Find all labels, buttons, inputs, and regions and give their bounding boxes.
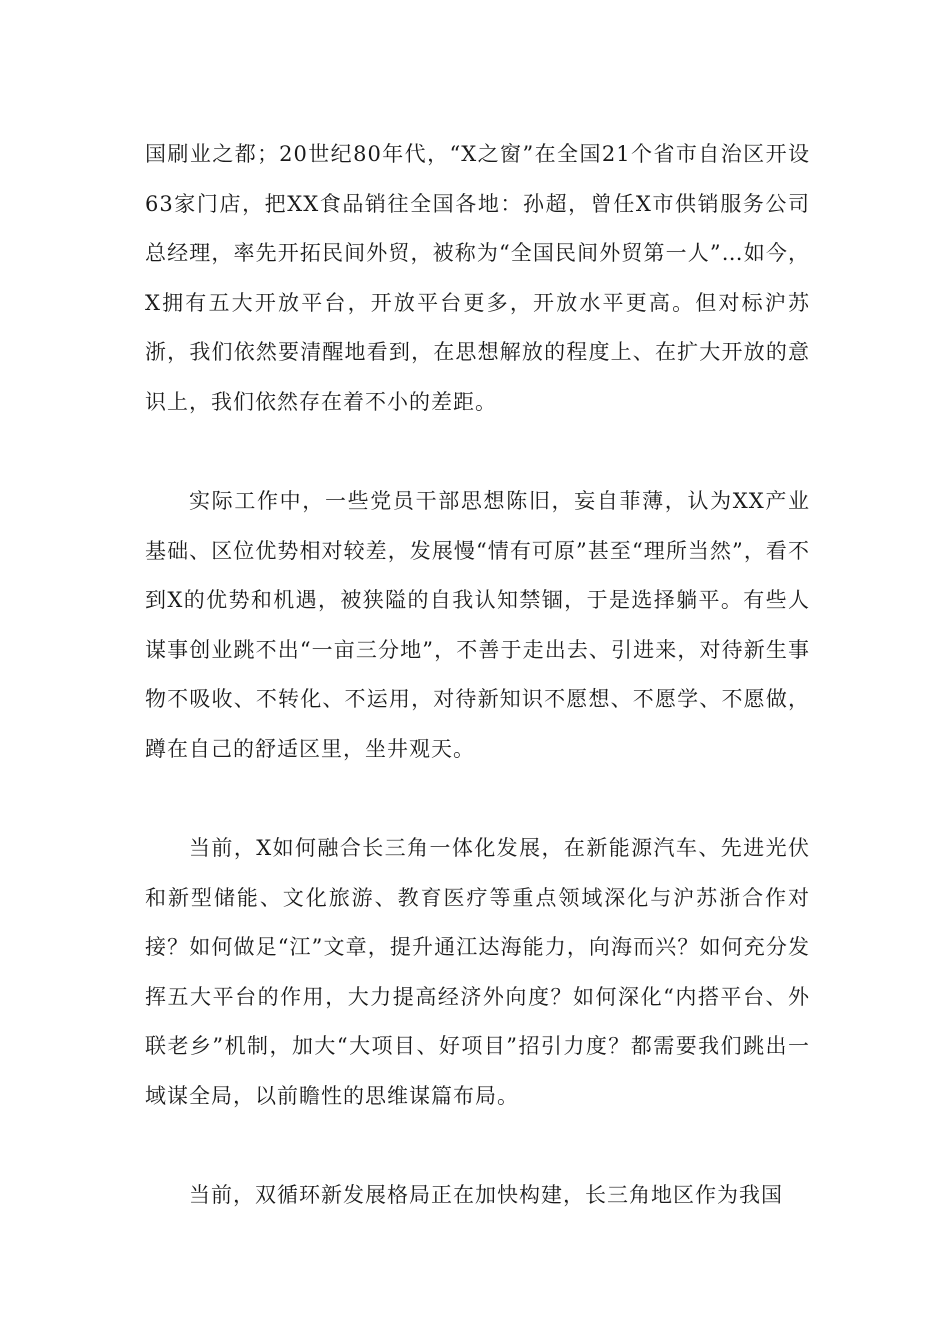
paragraph-1: 国刷业之都；20世纪80年代，“X之窗”在全国21个省市自治区开设63家门店，把XX食品销往全国各地：孙超，曾任X市供销服务公司总经理，率先开拓民间外贸，被称为“全国民间外贸第一人”…如今，X拥有五大开放平台，开放平台更多，开放水平更高。但对标沪苏浙，我们依然要清醒地看到，在思想解放的程度上、在扩大开放的意识上，我们依然存在着不小的差距。 bbox=[145, 142, 810, 414]
paragraph-3: 当前，X如何融合长三角一体化发展，在新能源汽车、先进光伏和新型储能、文化旅游、教育医疗等重点领域深化与沪苏浙合作对接？如何做足“江”文章，提升通江达海能力，向海而兴？如何充分发挥五大平台的作用，大力提高经济外向度？如何深化“内搭平台、外联老乡”机制，加大“大项目、好项目”招引力度？都需要我们跳出一域谋全局，以前瞻性的思维谋篇布局。 bbox=[145, 836, 810, 1108]
paragraph-gap bbox=[145, 427, 810, 477]
paragraph-gap bbox=[145, 774, 810, 824]
paragraph-4: 当前，双循环新发展格局正在加快构建，长三角地区作为我国 bbox=[189, 1183, 783, 1207]
document-body bbox=[145, 130, 810, 1221]
paragraph-gap bbox=[145, 1121, 810, 1171]
paragraph-2: 实际工作中，一些党员干部思想陈旧，妄自菲薄，认为XX产业基础、区位优势相对较差，发展慢“情有可原”甚至“理所当然”，看不到X的优势和机遇，被狭隘的自我认知禁锢，于是选择躺平。有些人谋事创业跳不出“一亩三分地”，不善于走出去、引进来，对待新生事物不吸收、不转化、不运用，对待新知识不愿想、不愿学、不愿做，蹲在自己的舒适区里，坐井观天。 bbox=[145, 489, 810, 761]
